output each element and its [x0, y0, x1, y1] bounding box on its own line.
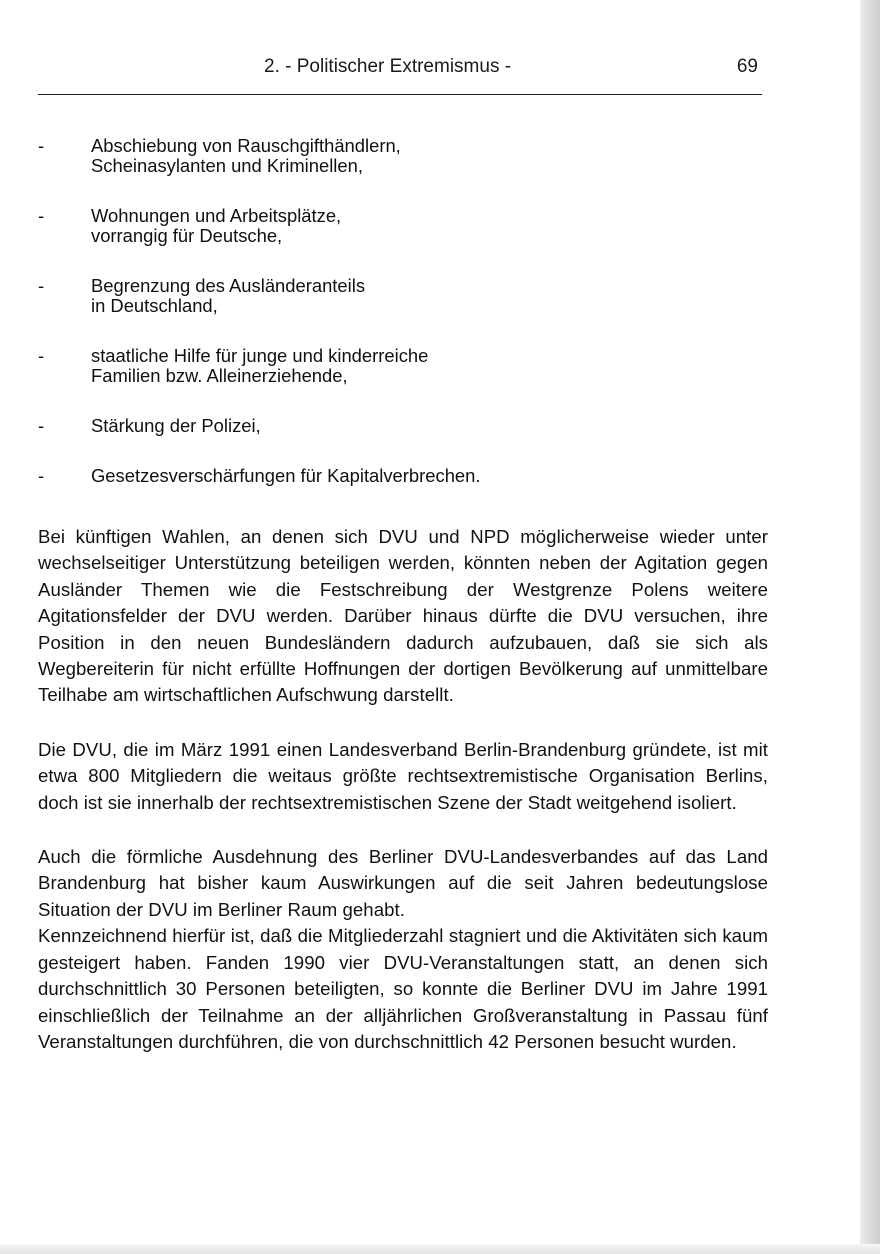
- list-item-line: staatliche Hilfe für junge und kinderreiche: [91, 345, 429, 366]
- bullet-dash: -: [38, 275, 45, 296]
- bullet-dash: -: [38, 135, 45, 156]
- list-item: [38, 136, 768, 176]
- list-item-line: Abschiebung von Rauschgifthändlern,: [91, 135, 401, 156]
- header-rule: [38, 94, 762, 95]
- scan-shadow-bottom: [0, 1244, 880, 1254]
- demands-list: [38, 136, 768, 486]
- bullet-dash: -: [38, 205, 45, 226]
- scan-shadow-edge: [860, 0, 880, 1254]
- list-item: [38, 416, 768, 436]
- bullet-dash: -: [38, 465, 45, 486]
- list-item-line: Gesetzesverschärfungen für Kapitalverbrechen.: [91, 465, 481, 486]
- paragraph-member-stagnation: Kennzeichnend hierfür ist, daß die Mitgliederzahl stagniert und die Aktivitäten sich kaum gesteigert haben. Fanden 1990 vier DVU-Veranstaltungen statt, an denen sich durchschnittlich 30 Personen beteiligten, so konnte die Berliner DVU im Jahre 1991 einschließlich der Teilnahme an der alljährlichen Großveranstaltung in Passau fünf Veranstaltungen durchführen, die von durchschnittlich 42 Personen besucht wurden.: [38, 925, 768, 1052]
- paragraph-dvu-berlin: Die DVU, die im März 1991 einen Landesverband Berlin-Brandenburg gründete, ist mit etwa 800 Mitgliedern die weitaus größte rechtsextremistische Organisation Berlins, doch ist sie innerhalb der rechtsextremistischen Szene der Stadt weitgehend isoliert.: [38, 738, 768, 813]
- list-item-line: Familien bzw. Alleinerziehende,: [91, 365, 348, 386]
- bullet-dash: -: [38, 415, 45, 436]
- paragraph-future-elections: Bei künftigen Wahlen, an denen sich DVU und NPD möglicherweise wieder unter wechselseitiger Unterstützung beteiligen werden, könnten neben der Agitation gegen Ausländer Themen wie die Festschreibung der Westgrenze Polens weitere Agitationsfelder der DVU werden. Darüber hinaus dürfte die DVU versuchen, ihre Position in den neuen Bundesländern dadurch aufzubauen, daß sie sich als Wegbereiterin für nicht erfüllte Hoffnungen der dortigen Bevölkerung auf unmittelbare Teilhabe am wirtschaftlichen Aufschwung darstellt.: [38, 526, 768, 706]
- list-item-line: in Deutschland,: [91, 295, 218, 316]
- list-item-line: Stärkung der Polizei,: [91, 415, 261, 436]
- running-header: [38, 56, 762, 82]
- list-item: [38, 346, 768, 386]
- paragraph-brandenburg-expansion: Auch die förmliche Ausdehnung des Berliner DVU-Landesverbandes auf das Land Brandenburg hat bisher kaum Auswirkungen auf die seit Jahren bedeutungslose Situation der DVU im Berliner Raum gehabt.: [38, 846, 768, 920]
- bullet-dash: -: [38, 345, 45, 366]
- list-item: [38, 276, 768, 316]
- chapter-title: 2. - Politischer Extremismus -: [264, 56, 512, 77]
- list-item-line: Begrenzung des Ausländeranteils: [91, 275, 366, 296]
- list-item-line: Scheinasylanten und Kriminellen,: [91, 155, 363, 176]
- list-item-line: Wohnungen und Arbeitsplätze,: [91, 205, 342, 226]
- list-item: [38, 206, 768, 246]
- page-number: 69: [736, 56, 758, 77]
- list-item: [38, 466, 768, 486]
- list-item-line: vorrangig für Deutsche,: [91, 225, 283, 246]
- page-body: [38, 136, 768, 1055]
